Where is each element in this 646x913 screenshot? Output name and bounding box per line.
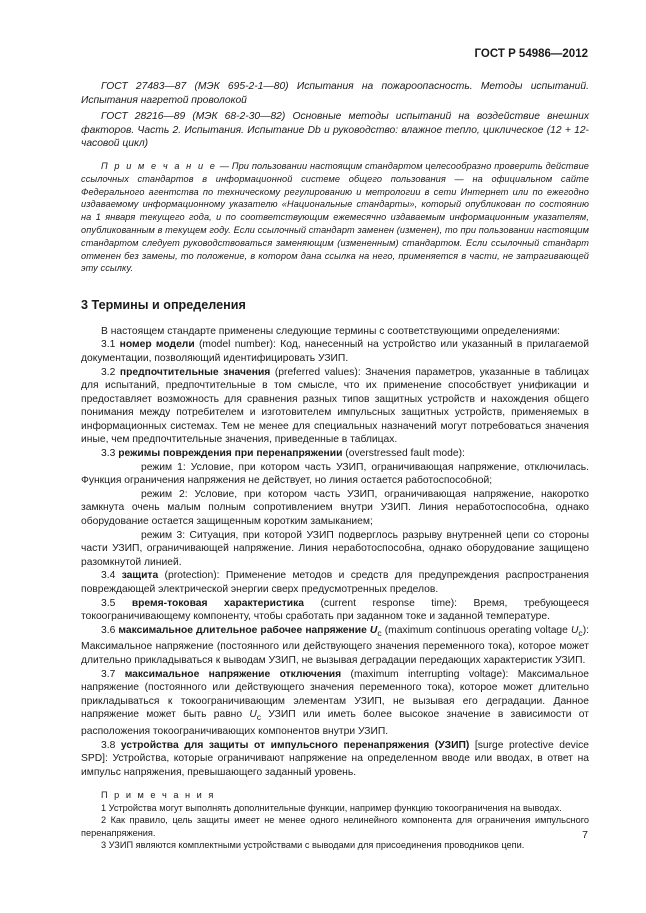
term-definition: [surge protective device SPD]: Устройства, которые ограничивают напряжение на определенном вводе или вводах, в ответ на импульс напряжения, превышающего заданный уровень. [81, 739, 589, 778]
term-name: предпочтительные значения [119, 366, 271, 378]
term-definition: (overstressed fault mode): [342, 448, 465, 460]
reference-gost-28216: ГОСТ 28216—89 (МЭК 68-2-30—82) Основные методы испытаний на воздействие внешних факторов. Часть 2. Испытания. Испытание Db и руководство: влажное тепло, циклическое (12 + 12-часовой цикл) [81, 111, 589, 150]
note-item: 2 Как правило, цель защиты имеет не менее одного нелинейного компонента для ограничения импульсного перенапряжения. [81, 815, 589, 838]
mode-3: режим 3: Ситуация, при которой УЗИП подверглось разрыву внутренней цепи со стороны части УЗИП, ограничивающей напряжение. Линия неработоспособна, однако оборудование защищено разомкнутой линией. [81, 529, 589, 568]
term-number: 3.4 [101, 570, 122, 582]
term-definition-part: (maximum interrupting voltage): Максимальное напряжение (постоянного или действующего значения переменного тока), которое может длительно прикладываться к токоограничивающим элементам УЗИП, не вызывая его деградации. Данное напряжение может быть равно [81, 668, 589, 721]
symbol-u: U [369, 624, 378, 636]
term-name: номер модели [119, 339, 195, 351]
term-name: максимальное длительное рабочее напряжение [118, 624, 370, 636]
term-number: 3.3 [101, 448, 119, 460]
term-name: режимы повреждения при перенапряжении [118, 448, 343, 460]
term-number: 3.7 [101, 668, 125, 680]
term-definition-part: ): Максимальное напряжение (постоянного или действующего значения переменного тока), которое может длительно прикладываться к выводам УЗИП, не вызывая деградации передающих характеристик УЗИП. [81, 624, 589, 667]
term-3-3 [81, 447, 589, 461]
note-text: — При пользовании настоящим стандартом целесообразно проверить действие ссылочных стандартов в информационной системе общего пользования — на официальном сайте Федерального агентства по техническому регулированию и метрологии в сети Интернет или по ежегодно издаваемому информационному указателю «Национальные стандарты», который опубликован по состоянию на 1 января текущего года, и по соответствующим ежемесячно издаваемым информационным указателям, опубликованным в текущем году. Если ссылочный стандарт заменен (изменен), то при пользовании настоящим стандартом следует руководствоваться заменяющим (измененным) стандартом. Если ссылочный стандарт отменен без замены, то положение, в котором дана ссылка на него, применяется в части, не затрагивающей эту ссылку. [81, 160, 589, 274]
term-3-2 [81, 366, 589, 448]
term-3-8 [81, 739, 589, 780]
note-label: П р и м е ч а н и е [101, 160, 217, 171]
symbol-u: U [570, 624, 579, 636]
symbol-subscript: c [256, 712, 262, 723]
term-number: 3.8 [101, 739, 121, 751]
term-number: 3.5 [101, 597, 132, 609]
term-definition-part: УЗИП или иметь более высокое значение в зависимости от расположения токоограничивающих компонентов внутри УЗИП. [81, 709, 589, 738]
term-definition: (protection): Применение методов и средств для предупреждения распространения повреждающей электрической энергии сверх предусмотренных пределов. [81, 570, 589, 596]
notes-block [81, 789, 589, 852]
mode-1: режим 1: Условие, при котором часть УЗИП, ограничивающая напряжение, отключилась. Функция ограничения напряжения не действует, но линия остается работоспособной; [81, 461, 589, 487]
primechanie-note [81, 160, 589, 275]
mode-2: режим 2: Условие, при котором часть УЗИП, ограничивающая напряжение, накоротко замкнута очень малым полным сопротивлением внутри УЗИП. Линия неработоспособна, однако оборудование остается защищенным коротким замыканием; [81, 488, 589, 528]
term-name: время-токовая характеристика [131, 597, 304, 609]
term-name: устройства для защиты от импульсного перенапряжения (УЗИП) [120, 739, 470, 751]
term-3-5 [81, 597, 589, 624]
term-3-1 [81, 338, 589, 365]
symbol-u: U [249, 709, 257, 721]
term-definition-part: (maximum continuous operating voltage [381, 624, 571, 636]
note-item: 1 Устройства могут выполнять дополнительные функции, например функцию токоограничения на выводах. [101, 802, 562, 813]
term-definition: (current response time): Время, требующееся токоограничивающему компоненту, чтобы сработать при заданном токе и заданной температуре. [81, 597, 589, 623]
notes-label: П р и м е ч а н и я [101, 790, 216, 801]
term-number: 3.6 [101, 624, 119, 636]
term-name: защита [121, 570, 159, 582]
term-definition: (model number): Код, нанесенный на устройство или указанный в прилагаемой документации, позволяющий идентифицировать УЗИП. [81, 339, 589, 364]
note-item: 3 УЗИП являются комплектными устройствами с выводами для присоединения проводников цепи. [101, 840, 525, 851]
symbol-subscript: c [377, 627, 382, 638]
page-number: 7 [582, 829, 588, 841]
section-title: 3 Термины и определения [81, 298, 246, 313]
standard-header: ГОСТ Р 54986—2012 [474, 48, 588, 60]
term-number: 3.1 [101, 339, 120, 351]
reference-gost-27483: ГОСТ 27483—87 (МЭК 695-2-1—80) Испытания на пожароопасность. Методы испытаний. Испытания нагретой проволокой [81, 81, 589, 106]
term-3-7 [81, 668, 589, 739]
term-number: 3.2 [101, 366, 120, 378]
term-name: максимальное напряжение отключения [124, 668, 342, 680]
term-3-4 [81, 569, 589, 596]
term-definition: (preferred values): Значения параметров, указанные в таблицах для испытаний, предпочтительные в том смысле, что их применение способствует унификации и предоставляет возможность для сравнения разных типов защитных устройств и нахождения общего понимания между потребителем и изготовителем импульсных защитных устройств, применяемых в информационных системах. Тем не менее для специальных назначений могут потребоваться значения иные, чем предпочтительные значения, приведенные в таблицах. [81, 366, 589, 446]
document-body [81, 80, 589, 852]
section-intro: В настоящем стандарте применены следующие термины с соответствующими определениями: [101, 325, 561, 337]
symbol-subscript: c [578, 627, 583, 638]
term-3-6 [81, 624, 589, 668]
